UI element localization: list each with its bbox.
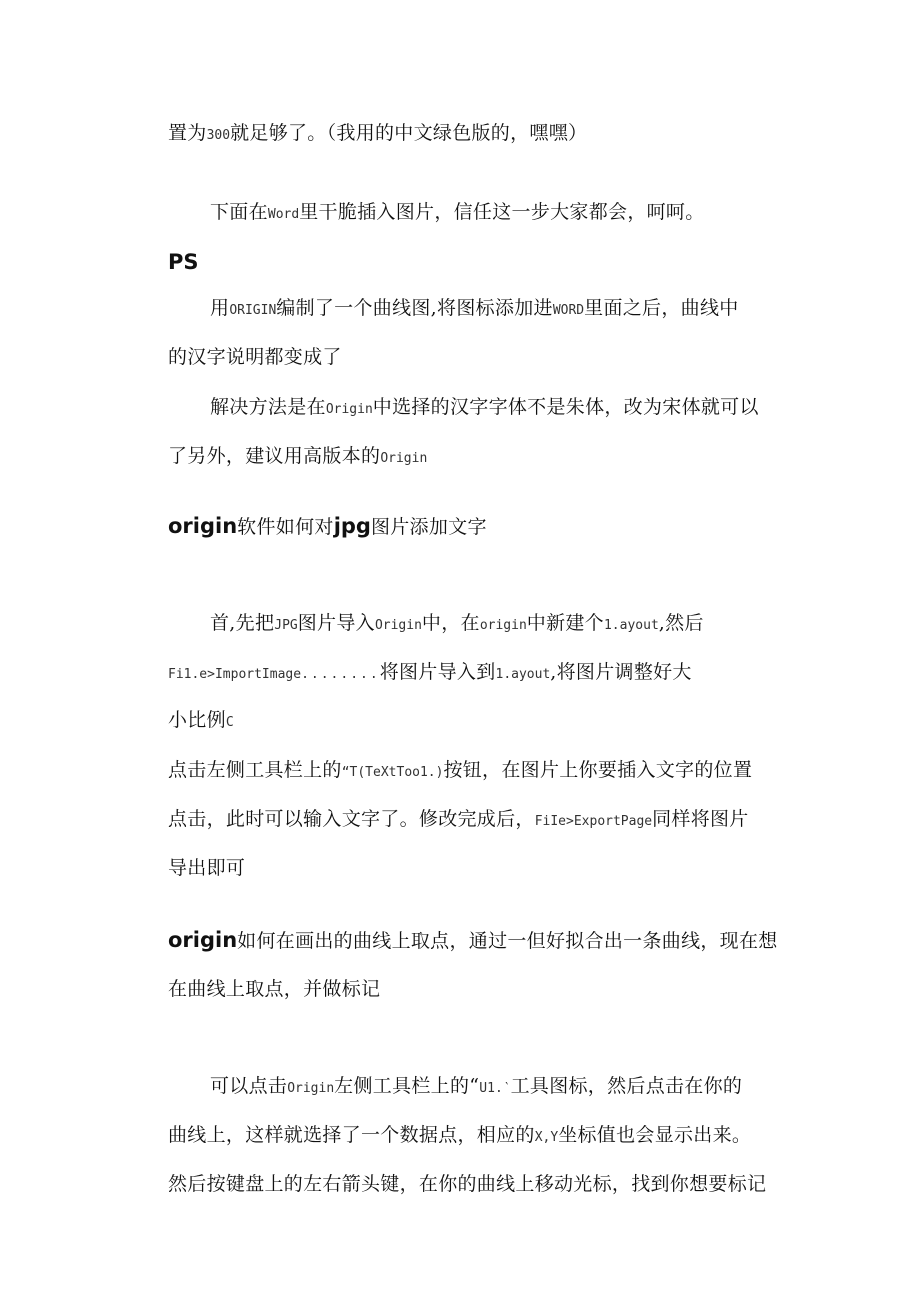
text-run-latin: Origin xyxy=(374,618,422,633)
paragraph-line xyxy=(168,806,749,835)
text-run-latin: C xyxy=(225,715,234,730)
heading-run: 如何在画出的曲线上取点，通过一但好拟合出一条曲线，现在想 xyxy=(237,930,778,952)
paragraph-line xyxy=(210,199,705,228)
text-run: 编制了一个曲线图,将图标添加进 xyxy=(276,297,553,319)
text-run: 用 xyxy=(210,297,230,319)
text-run: 左侧工具栏上的“ xyxy=(334,1075,480,1097)
text-run-latin: ORIGIN xyxy=(229,303,277,318)
text-run: 点击，此时可以输入文字了。修改完成后， xyxy=(168,808,535,830)
text-run-latin: Origin xyxy=(325,402,373,417)
text-run-latin: Word xyxy=(267,207,300,222)
text-run: 将图片导入到 xyxy=(379,661,496,683)
paragraph-line: 的汉字说明都变成了 xyxy=(168,346,342,368)
section-heading-line: 在曲线上取点，并做标记 xyxy=(168,978,381,1000)
paragraph-line xyxy=(168,120,587,149)
text-run: 可以点击 xyxy=(210,1075,288,1097)
heading-run: 软件如何对 xyxy=(237,516,334,538)
paragraph-line xyxy=(168,659,692,688)
text-run-latin: Origin xyxy=(287,1081,335,1096)
text-run-latin: 1.ayout xyxy=(603,618,659,633)
text-run: 里干脆插入图片，信任这一步大家都会，呵呵。 xyxy=(299,201,705,223)
heading-run-bold: origin xyxy=(168,928,238,952)
text-run-latin: WORD xyxy=(552,303,585,318)
text-run: 了另外，建议用高版本的 xyxy=(168,445,381,467)
text-run-latin: “T(TeXtToo1.) xyxy=(341,765,444,780)
text-run: 同样将图片 xyxy=(652,808,749,830)
text-run-latin: X,Y xyxy=(534,1130,559,1145)
paragraph-line xyxy=(168,707,234,736)
paragraph-line xyxy=(210,1073,742,1102)
paragraph-line xyxy=(210,295,739,324)
text-run-latin: origin xyxy=(479,618,527,633)
paragraph-line xyxy=(168,1122,751,1151)
paragraph-line: 然后按键盘上的左右箭头键，在你的曲线上移动光标，找到你想要标记 xyxy=(168,1173,767,1195)
text-run: 曲线上，这样就选择了一个数据点，相应的 xyxy=(168,1124,535,1146)
heading-run-bold: origin xyxy=(168,514,238,538)
text-run: 工具图标，然后点击在你的 xyxy=(510,1075,743,1097)
text-run: 坐标值也会显示出来。 xyxy=(558,1124,752,1146)
text-run: 中新建个 xyxy=(526,612,604,634)
heading-run: 图片添加文字 xyxy=(370,516,487,538)
paragraph-line: 导出即可 xyxy=(168,857,246,879)
text-run: 小比例 xyxy=(168,709,226,731)
text-run-latin: FiIe>ExportPage xyxy=(534,814,653,829)
text-run-latin: JPG xyxy=(274,618,298,633)
text-run: 就足够了。（我用的中文绿色版的，嘿嘿） xyxy=(230,122,588,144)
paragraph-line xyxy=(210,610,704,639)
text-run-latin: U1.‵ xyxy=(479,1081,511,1096)
text-run: 置为 xyxy=(168,122,207,144)
paragraph-line xyxy=(210,394,759,423)
text-run: 里面之后，曲线中 xyxy=(584,297,739,319)
text-run-latin: 300 xyxy=(206,128,231,143)
text-run-latin: ........ xyxy=(301,667,380,682)
section-heading-ps: PS xyxy=(168,250,199,274)
heading-run-bold: jpg xyxy=(333,514,371,538)
text-run: 点击左侧工具栏上的 xyxy=(168,759,342,781)
text-run-latin: 1.ayout xyxy=(495,667,551,682)
text-run: 首,先把 xyxy=(210,612,275,634)
text-run-latin: Origin xyxy=(380,451,428,466)
text-run: 中，在 xyxy=(421,612,480,634)
text-run-latin: Fi1.e>ImportImage xyxy=(168,667,302,682)
text-run: 中选择的汉字字体不是朱体，改为宋体就可以 xyxy=(372,396,759,418)
paragraph-line xyxy=(168,757,752,786)
text-run: 解决方法是在 xyxy=(210,396,326,418)
text-run: 按钮，在图片上你要插入文字的位置 xyxy=(443,759,753,781)
section-heading xyxy=(168,513,487,540)
paragraph-line xyxy=(168,443,427,472)
text-run: 图片导入 xyxy=(297,612,375,634)
text-run: ,然后 xyxy=(658,612,704,634)
text-run: 下面在 xyxy=(210,201,268,223)
text-run: ,将图片调整好大 xyxy=(550,661,692,683)
section-heading xyxy=(168,927,778,954)
